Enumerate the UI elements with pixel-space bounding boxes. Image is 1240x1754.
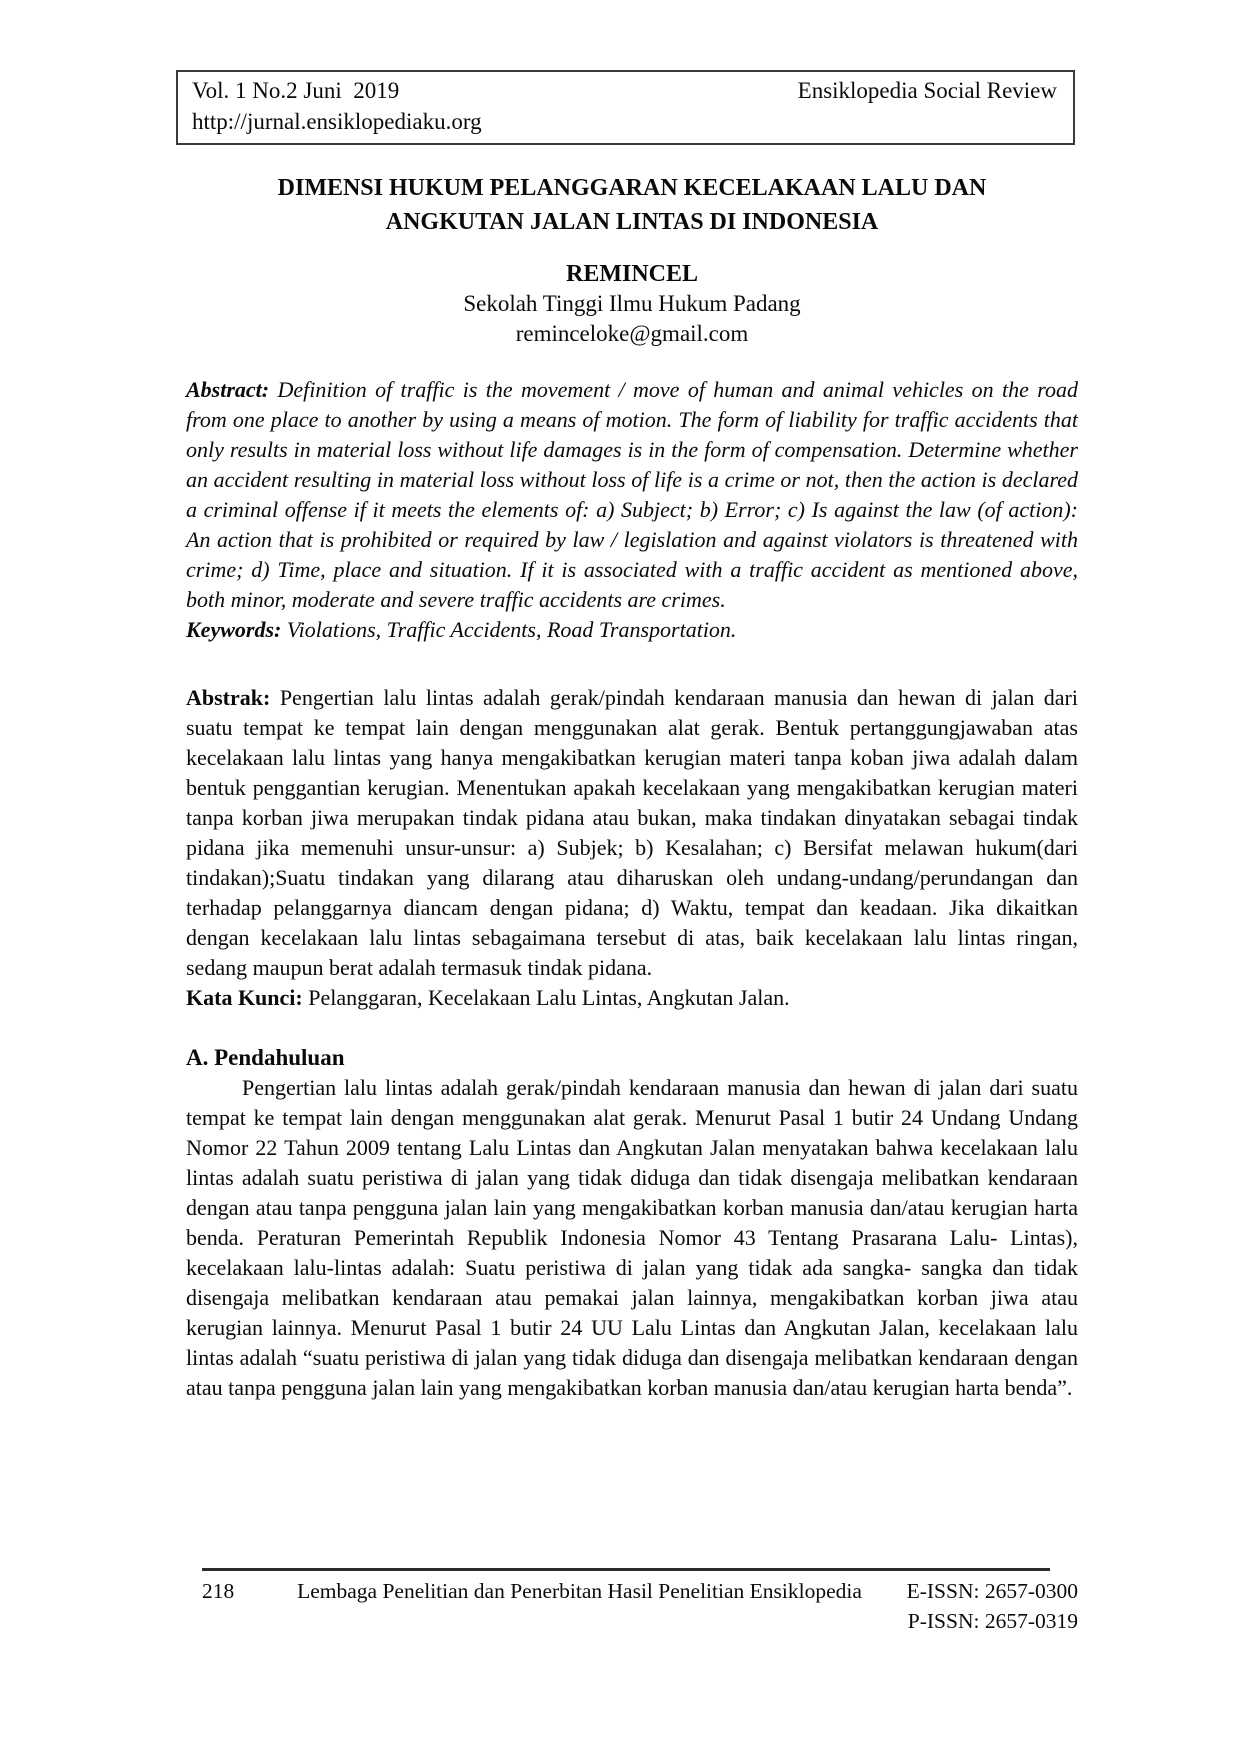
abstract-indonesian-label: Abstrak: <box>186 685 271 710</box>
article-title <box>186 171 1078 239</box>
section-heading-pendahuluan: A. Pendahuluan <box>186 1045 345 1070</box>
abstract-indonesian-text: Pengertian lalu lintas adalah gerak/pindah kendaraan manusia dan hewan di jalan dari suatu tempat ke tempat lain dengan menggunakan alat gerak. Bentuk pertanggungjawaban atas kecelakaan lalu lintas yang hanya mengakibatkan kerugian materi tanpa koban jiwa adalah dalam bentuk penggantian kerugian. Menentukan apakah kecelakaan yang mengakibatkan kerugian materi tanpa korban jiwa merupakan tindak pidana atau bukan, maka tindakan dinyatakan sebagai tindak pidana jika memenuhi unsur-unsur: a) Subjek; b) Kesalahan; c) Bersifat melawan hukum(dari tindakan);Suatu tindakan yang dilarang atau diharuskan oleh undang-undang/perundangan dan terhadap pelanggarnya diancam dengan pidana; d) Waktu, tempat dan keadaan. Jika dikaitkan dengan kecelakaan lalu lintas sebagaimana tersebut di atas, baik kecelakaan lalu lintas ringan, sedang maupun berat adalah termasuk tindak pidana. <box>186 685 1078 980</box>
page-number: 218 <box>202 1579 235 1603</box>
journal-url: http://jurnal.ensiklopediaku.org <box>192 109 482 134</box>
footer-divider <box>202 1568 1050 1571</box>
author-affiliation: Sekolah Tinggi Ilmu Hukum Padang <box>463 291 801 316</box>
keywords-english-label: Keywords: <box>186 617 282 642</box>
issn-block <box>863 1576 1078 1636</box>
keywords-english-text: Violations, Traffic Accidents, Road Transportation. <box>281 617 737 642</box>
author-name: REMINCEL <box>565 261 698 287</box>
abstract-english-text: Definition of traffic is the movement / move of human and animal vehicles on the road from one place to another by using a means of motion. The form of liability for traffic accidents that only results in material loss without life damages is in the form of compensation. Determine whether an accident resulting in material loss without loss of life is a crime or not, then the action is declared a criminal offense if it meets the elements of: a) Subject; b) Error; c) Is against the law (of action): An action that is prohibited or required by law / legislation and against violators is threatened with crime; d) Time, place and situation. If it is associated with a traffic accident as mentioned above, both minor, moderate and severe traffic accidents are crimes. <box>186 377 1078 612</box>
footer-row <box>186 1576 1078 1636</box>
article-title-line-2: ANGKUTAN JALAN LINTAS DI INDONESIA <box>385 209 879 235</box>
keywords-english <box>186 615 1078 645</box>
section-paragraph-pendahuluan: Pengertian lalu lintas adalah gerak/pindah kendaraan manusia dan hewan di jalan dari suatu tempat ke tempat lain dengan menggunakan alat gerak. Menurut Pasal 1 butir 24 Undang Undang Nomor 22 Tahun 2009 tentang Lalu Lintas dan Angkutan Jalan menyatakan bahwa kecelakaan lalu lintas adalah suatu peristiwa di jalan yang tidak diduga dan tidak disengaja melibatkan kendaraan dengan atau tanpa pengguna jalan lain yang mengakibatkan korban manusia dan/atau kerugian harta benda. Peraturan Pemerintah Republik Indonesia Nomor 43 Tentang Prasarana Lalu- Lintas), kecelakaan lalu-lintas adalah: Suatu peristiwa di jalan yang tidak ada sangka- sangka dan tidak disengaja melibatkan kendaraan atau pemakai jalan lainnya, mengakibatkan korban jiwa atau kerugian lainnya. Menurut Pasal 1 butir 24 UU Lalu Lintas dan Angkutan Jalan, kecelakaan lalu lintas adalah “suatu peristiwa di jalan yang tidak diduga dan disengaja melibatkan kendaraan dengan atau tanpa pengguna jalan lain yang mengakibatkan korban manusia dan/atau kerugian harta benda”. <box>186 1075 1078 1400</box>
author-block <box>186 259 1078 349</box>
abstract-indonesian <box>186 683 1078 983</box>
keywords-indonesian-label: Kata Kunci: <box>186 985 303 1010</box>
article-title-line-1: DIMENSI HUKUM PELANGGARAN KECELAKAAN LALU DAN <box>277 175 987 201</box>
running-head-row <box>192 75 1057 106</box>
keywords-indonesian <box>186 983 1078 1013</box>
volume-issue: Vol. 1 No.2 Juni 2019 <box>192 78 400 103</box>
journal-name: Ensiklopedia Social Review <box>797 78 1057 103</box>
author-email: reminceloke@gmail.com <box>515 321 749 346</box>
page-footer <box>186 1568 1078 1636</box>
abstract-english-label: Abstract: <box>186 377 270 402</box>
e-issn: E-ISSN: 2657-0300 <box>906 1579 1078 1603</box>
abstract-english <box>186 375 1078 615</box>
p-issn: P-ISSN: 2657-0319 <box>907 1609 1078 1633</box>
publisher-name: Lembaga Penelitian dan Penerbitan Hasil Penelitian Ensiklopedia <box>297 1579 862 1603</box>
running-head-box <box>176 70 1075 145</box>
keywords-indonesian-text: Pelanggaran, Kecelakaan Lalu Lintas, Angkutan Jalan. <box>302 985 790 1010</box>
